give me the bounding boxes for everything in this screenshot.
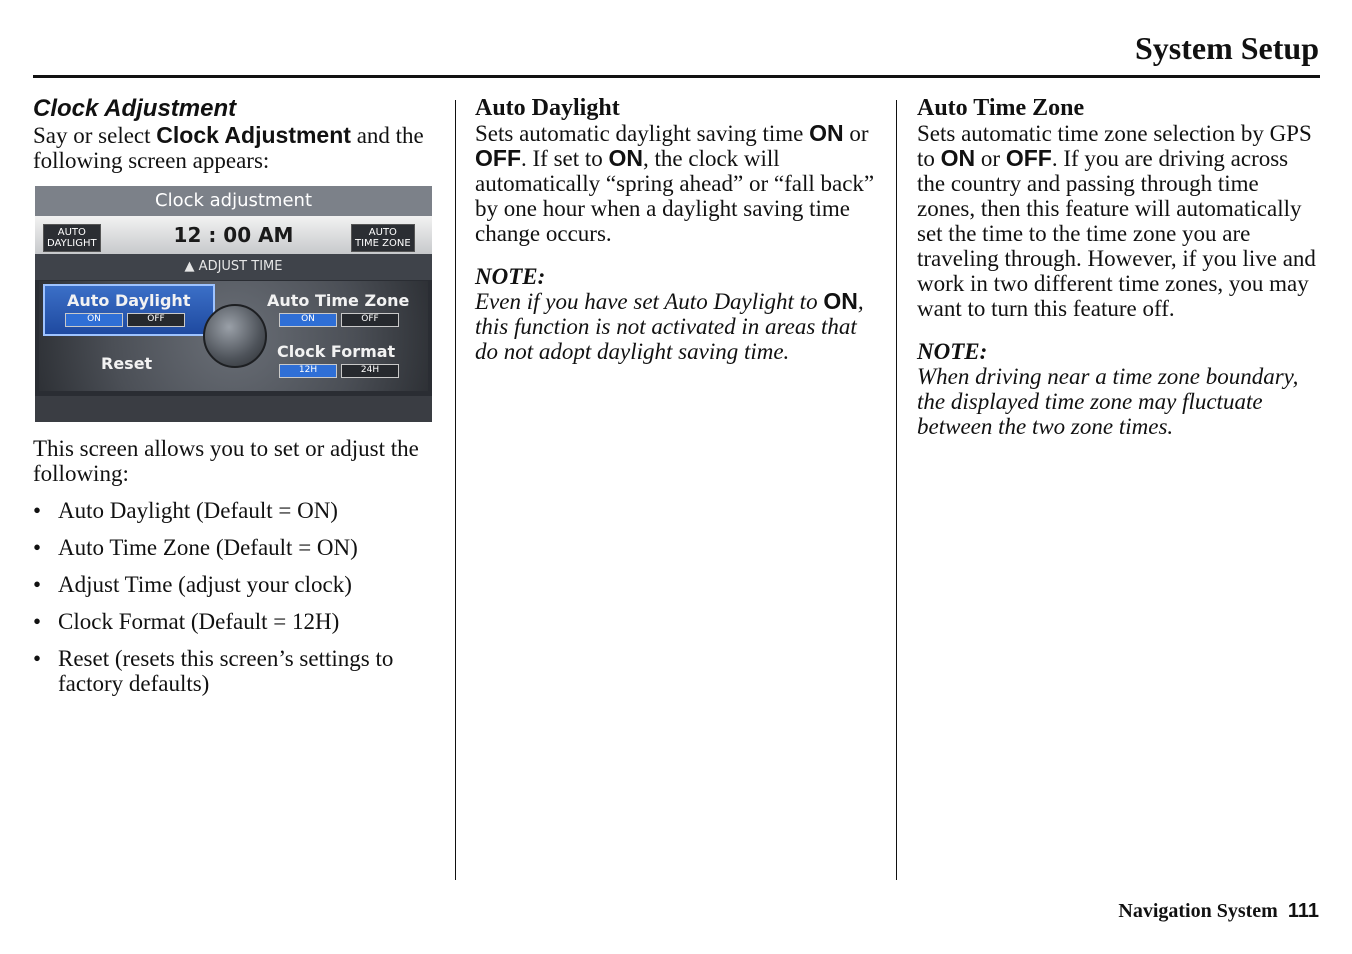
- note-heading: NOTE:: [475, 264, 546, 289]
- on-keyword: ON: [809, 120, 844, 146]
- body-text: or: [843, 121, 869, 146]
- adjust-time-bar: [35, 254, 432, 280]
- section-heading-clock-adjustment: Clock Adjustment: [33, 95, 237, 122]
- page-footer: [1118, 900, 1319, 923]
- body-text: Sets automatic daylight saving time: [475, 121, 810, 146]
- auto-daylight-badge: AUTO DAYLIGHT: [43, 224, 101, 252]
- clock-format-label: Clock Format: [277, 342, 396, 361]
- auto-time-zone-off: OFF: [341, 313, 399, 327]
- reset-label: Reset: [101, 354, 153, 373]
- page-number: 111: [1287, 900, 1319, 922]
- list-item: • Auto Daylight (Default = ON): [33, 498, 433, 523]
- off-keyword: OFF: [1005, 145, 1052, 171]
- list-item: • Clock Format (Default = 12H): [33, 609, 433, 634]
- column-divider: [896, 100, 897, 880]
- note-heading: NOTE:: [917, 339, 988, 364]
- screen-description: This screen allows you to set or adjust the following:: [33, 436, 419, 486]
- adjust-time-label: ADJUST TIME: [198, 259, 283, 274]
- on-keyword: ON: [608, 145, 644, 171]
- list-item: • Auto Time Zone (Default = ON): [33, 535, 433, 560]
- auto-daylight-on: ON: [65, 313, 123, 327]
- auto-daylight-body: [475, 121, 880, 246]
- header-rule: [33, 75, 1320, 78]
- clock-format-24h: 24H: [341, 364, 399, 378]
- screen-title: Clock adjustment: [35, 186, 432, 216]
- auto-time-zone-body: [917, 121, 1317, 321]
- off-keyword: OFF: [475, 145, 521, 171]
- screen-bottom-bar: [35, 396, 432, 422]
- auto-time-zone-on: ON: [279, 313, 337, 327]
- auto-daylight-off: OFF: [127, 313, 185, 327]
- screen-time: 12 : 00 AM: [173, 223, 294, 247]
- settings-list: [33, 498, 433, 696]
- auto-time-zone-label: Auto Time Zone: [267, 291, 410, 310]
- body-text: or: [975, 146, 1006, 171]
- column-auto-daylight: [475, 95, 880, 364]
- on-keyword: ON: [940, 145, 976, 171]
- up-arrow-icon: ▲: [184, 259, 195, 274]
- auto-daylight-label: Auto Daylight: [67, 291, 191, 310]
- page-title: System Setup: [1134, 30, 1319, 66]
- body-text: . If you are driving across the country and passing through time zones, then this feature will automatically set the time to the time zone you are traveling through. However, if you live and work in two different time zones, you may want to turn this feature off.: [917, 146, 1316, 321]
- column-clock-adjustment: [33, 95, 433, 708]
- intro-text-post: and the following screen appears:: [33, 123, 424, 173]
- note-body: When driving near a time zone boundary, the displayed time zone may fluctuate between the two zone times.: [917, 364, 1299, 439]
- intro-text-bold: Clock Adjustment: [156, 122, 351, 148]
- list-item: • Adjust Time (adjust your clock): [33, 572, 433, 597]
- list-item: • Reset (resets this screen’s settings to factory defaults): [33, 646, 433, 696]
- clock-adjustment-screenshot: [35, 186, 432, 422]
- note-body: [475, 289, 880, 364]
- column-divider: [455, 100, 456, 880]
- section-heading-auto-time-zone: Auto Time Zone: [917, 95, 1085, 121]
- intro-paragraph: [33, 123, 433, 173]
- body-text: . If set to: [521, 146, 609, 171]
- body-text: Sets automatic time zone selection by GPS to: [917, 121, 1312, 171]
- section-heading-auto-daylight: Auto Daylight: [475, 95, 620, 121]
- note-text: , this function is not activated in areas that do not adopt daylight saving time.: [475, 289, 864, 364]
- footer-label: Navigation System: [1118, 900, 1278, 922]
- clock-format-12h: 12H: [279, 364, 337, 378]
- control-knob-icon: [203, 304, 267, 368]
- body-text: , the clock will automatically “spring ahead” or “fall back” by one hour when a daylight saving time change occurs.: [475, 146, 875, 246]
- note-text: Even if you have set Auto Daylight to: [475, 289, 824, 314]
- auto-timezone-badge: AUTO TIME ZONE: [351, 224, 415, 252]
- intro-text-pre: Say or select: [33, 123, 157, 148]
- on-keyword: ON: [823, 288, 858, 314]
- column-auto-time-zone: [917, 95, 1317, 439]
